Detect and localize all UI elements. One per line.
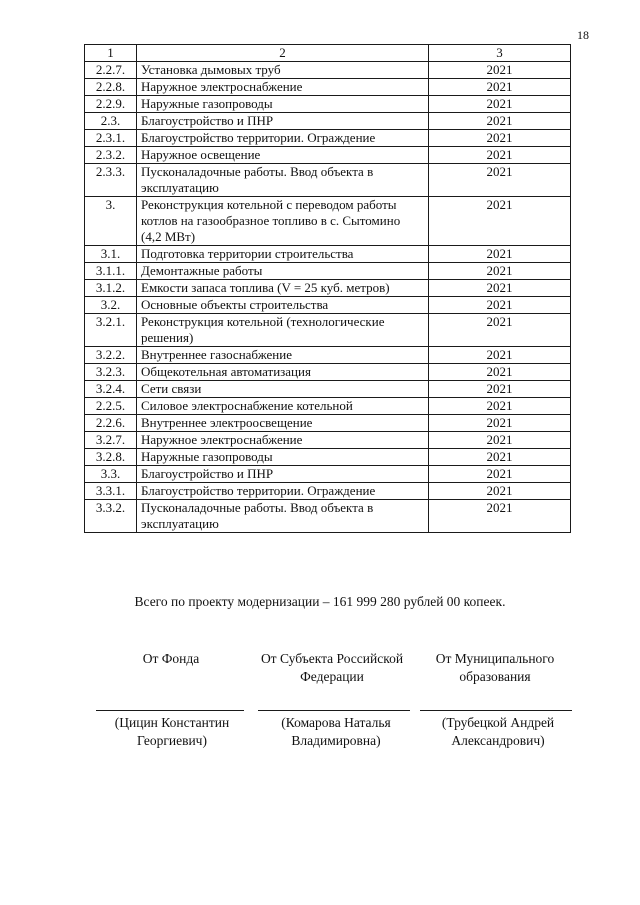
signatory-fund-label: От Фонда [142,651,200,666]
table-row [85,314,571,347]
row-year: 2021 [429,79,571,96]
row-number: 2.2.7. [85,62,137,79]
row-year: 2021 [429,197,571,246]
page-number: 18 [577,28,589,42]
row-number: 3.2.8. [85,449,137,466]
row-work-name: Благоустройство территории. Ограждение [137,130,429,147]
row-year: 2021 [429,381,571,398]
row-work-name: Благоустройство территории. Ограждение [137,483,429,500]
row-number: 2.2.6. [85,415,137,432]
row-work-name: Наружное электроснабжение [137,432,429,449]
row-year: 2021 [429,62,571,79]
header-col-1: 1 [85,45,137,62]
row-number: 3.2.3. [85,364,137,381]
row-work-name: Наружные газопроводы [137,96,429,113]
row-number: 3.1.2. [85,280,137,297]
row-number: 3.2.7. [85,432,137,449]
table-row [85,246,571,263]
row-work-name: Силовое электроснабжение котельной [137,398,429,415]
row-number: 2.3.3. [85,164,137,197]
table-row [85,280,571,297]
row-year: 2021 [429,130,571,147]
row-work-name: Подготовка территории строительства [137,246,429,263]
table-row [85,297,571,314]
row-number: 2.2.8. [85,79,137,96]
row-number: 3.2. [85,297,137,314]
row-year: 2021 [429,113,571,130]
row-year: 2021 [429,500,571,533]
row-number: 3.1. [85,246,137,263]
row-work-name: Реконструкция котельной с переводом работы котлов на газообразное топливо в с. Сытомино (4,2 МВт) [137,197,429,246]
table-row [85,263,571,280]
row-work-name: Сети связи [137,381,429,398]
row-work-name: Установка дымовых труб [137,62,429,79]
row-number: 2.3.1. [85,130,137,147]
signatory-fund-name: (Цицин Константин Георгиевич) [114,715,230,748]
row-number: 3.1.1. [85,263,137,280]
row-work-name: Наружные газопроводы [137,449,429,466]
signature-line-municipality [420,710,572,711]
table-row [85,62,571,79]
signature-line-fund [96,710,244,711]
header-col-2: 2 [137,45,429,62]
row-number: 3.3.2. [85,500,137,533]
row-number: 3.3. [85,466,137,483]
row-year: 2021 [429,164,571,197]
table-row [85,113,571,130]
row-work-name: Наружное освещение [137,147,429,164]
row-year: 2021 [429,297,571,314]
works-table [84,44,571,533]
row-year: 2021 [429,398,571,415]
row-year: 2021 [429,483,571,500]
row-work-name: Демонтажные работы [137,263,429,280]
table-row [85,147,571,164]
row-work-name: Благоустройство и ПНР [137,113,429,130]
row-number: 3.2.4. [85,381,137,398]
row-work-name: Пусконаладочные работы. Ввод объекта в эксплуатацию [137,500,429,533]
table-row [85,79,571,96]
table-row [85,398,571,415]
row-year: 2021 [429,347,571,364]
table-row [85,164,571,197]
row-year: 2021 [429,432,571,449]
table-row [85,432,571,449]
row-year: 2021 [429,314,571,347]
row-year: 2021 [429,96,571,113]
row-work-name: Благоустройство и ПНР [137,466,429,483]
row-year: 2021 [429,415,571,432]
row-work-name: Общекотельная автоматизация [137,364,429,381]
row-number: 3.2.1. [85,314,137,347]
signatory-subject-name: (Комарова Наталья Владимировна) [281,715,391,748]
table-row [85,415,571,432]
row-number: 2.3.2. [85,147,137,164]
table-row [85,130,571,147]
row-work-name: Основные объекты строительства [137,297,429,314]
table-row [85,96,571,113]
table-row [85,347,571,364]
row-year: 2021 [429,263,571,280]
table-row [85,483,571,500]
row-number: 3. [85,197,137,246]
row-work-name: Внутреннее газоснабжение [137,347,429,364]
row-work-name: Емкости запаса топлива (V = 25 куб. метров) [137,280,429,297]
table-row [85,500,571,533]
row-number: 2.2.9. [85,96,137,113]
row-year: 2021 [429,246,571,263]
row-number: 2.2.5. [85,398,137,415]
table-row [85,364,571,381]
table-row [85,449,571,466]
row-work-name: Внутреннее электроосвещение [137,415,429,432]
table-row [85,466,571,483]
table-body [85,62,571,533]
signatory-municipality-name: (Трубецкой Андрей Александрович) [441,715,555,748]
table-row [85,197,571,246]
signatory-subject-label: От Субъекта Российской Федерации [260,651,404,684]
row-work-name: Реконструкция котельной (технологические решения) [137,314,429,347]
row-year: 2021 [429,280,571,297]
row-year: 2021 [429,364,571,381]
row-number: 3.2.2. [85,347,137,364]
row-number: 3.3.1. [85,483,137,500]
row-year: 2021 [429,147,571,164]
row-work-name: Наружное электроснабжение [137,79,429,96]
row-year: 2021 [429,449,571,466]
signatory-municipality-label: От Муниципального образования [435,651,555,684]
table-row [85,381,571,398]
project-total: Всего по проекту модернизации – 161 999 280 рублей 00 копеек. [134,594,506,609]
row-number: 2.3. [85,113,137,130]
table-header-row [85,45,571,62]
signature-line-subject [258,710,410,711]
header-col-3: 3 [429,45,571,62]
row-year: 2021 [429,466,571,483]
row-work-name: Пусконаладочные работы. Ввод объекта в эксплуатацию [137,164,429,197]
